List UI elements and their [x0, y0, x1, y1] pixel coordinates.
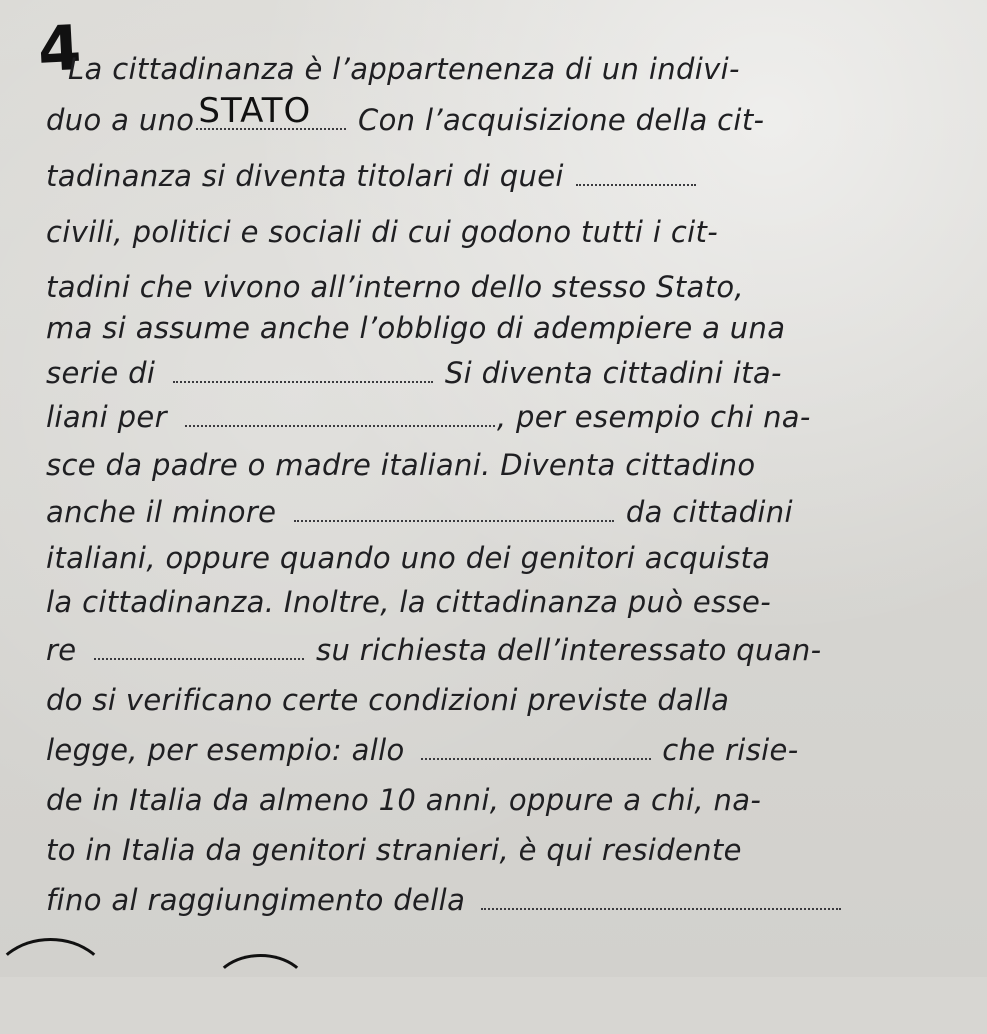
answer-blank-2[interactable] — [576, 184, 696, 186]
text-segment: ma si assume anche l’obbligo di adempiere a una — [46, 311, 786, 345]
text-line-15 — [46, 733, 799, 767]
text-segment: Si diventa cittadini ita- — [435, 356, 782, 390]
text-segment: che risie- — [652, 733, 799, 767]
text-line-13 — [46, 633, 821, 667]
text-segment: de in Italia da almeno 10 anni, oppure a chi, na- — [46, 783, 762, 817]
text-line-4 — [46, 215, 718, 249]
text-segment: La cittadinanza è l’appartenenza di un indivi- — [68, 52, 740, 86]
text-segment: la cittadinanza. Inoltre, la cittadinanza può esse- — [46, 585, 772, 619]
text-segment: civili, politici e sociali di cui godono tutti i cit- — [46, 215, 719, 249]
text-line-7 — [46, 356, 782, 390]
answer-blank-7[interactable] — [421, 758, 651, 760]
text-segment: duo a uno — [46, 103, 195, 137]
text-segment: italiani, oppure quando uno dei genitori acquista — [46, 541, 771, 575]
text-segment: tadini che vivono all’interno dello stesso Stato, — [46, 270, 744, 304]
text-line-1 — [68, 52, 740, 86]
bottom-pen-stroke-right — [210, 954, 311, 1030]
text-line-2 — [46, 91, 765, 137]
answer-blank-6[interactable] — [94, 658, 304, 660]
answer-blank-1[interactable] — [196, 91, 346, 131]
text-segment: do si verificano certe condizioni previste dalla — [46, 683, 730, 717]
exercise-number-handwritten: 4 — [36, 10, 83, 87]
text-segment: su richiesta dell’interessato quan- — [306, 633, 822, 667]
text-segment: re — [46, 633, 77, 667]
text-line-11 — [46, 541, 770, 575]
text-segment: da cittadini — [616, 495, 793, 529]
text-segment: anche il minore — [46, 495, 277, 529]
text-segment: , per esempio chi na- — [496, 400, 811, 434]
text-line-9 — [46, 448, 755, 482]
bottom-pen-stroke-left — [0, 938, 111, 1034]
answer-blank-4[interactable] — [185, 425, 495, 427]
text-line-3 — [46, 159, 698, 193]
handwritten-answer: STATO — [198, 91, 312, 131]
answer-blank-8[interactable] — [481, 908, 841, 910]
text-segment: to in Italia da genitori stranieri, è qui residente — [46, 833, 742, 867]
text-line-16 — [46, 783, 761, 817]
text-segment: fino al raggiungimento della — [46, 883, 466, 917]
answer-blank-5[interactable] — [294, 520, 614, 522]
text-line-12 — [46, 585, 771, 619]
text-segment: Con l’acquisizione della cit- — [348, 103, 765, 137]
text-segment: sce da padre o madre italiani. Diventa cittadino — [46, 448, 756, 482]
text-line-10 — [46, 495, 793, 529]
text-line-14 — [46, 683, 729, 717]
text-segment: liani per — [46, 400, 167, 434]
text-line-5 — [46, 270, 744, 304]
text-line-6 — [46, 311, 785, 345]
text-line-18 — [46, 883, 843, 917]
text-line-17 — [46, 833, 742, 867]
text-segment: tadinanza si diventa titolari di quei — [46, 159, 564, 193]
text-segment: serie di — [46, 356, 156, 390]
answer-blank-3[interactable] — [173, 381, 433, 383]
text-line-8 — [46, 400, 811, 434]
text-segment: legge, per esempio: allo — [46, 733, 405, 767]
